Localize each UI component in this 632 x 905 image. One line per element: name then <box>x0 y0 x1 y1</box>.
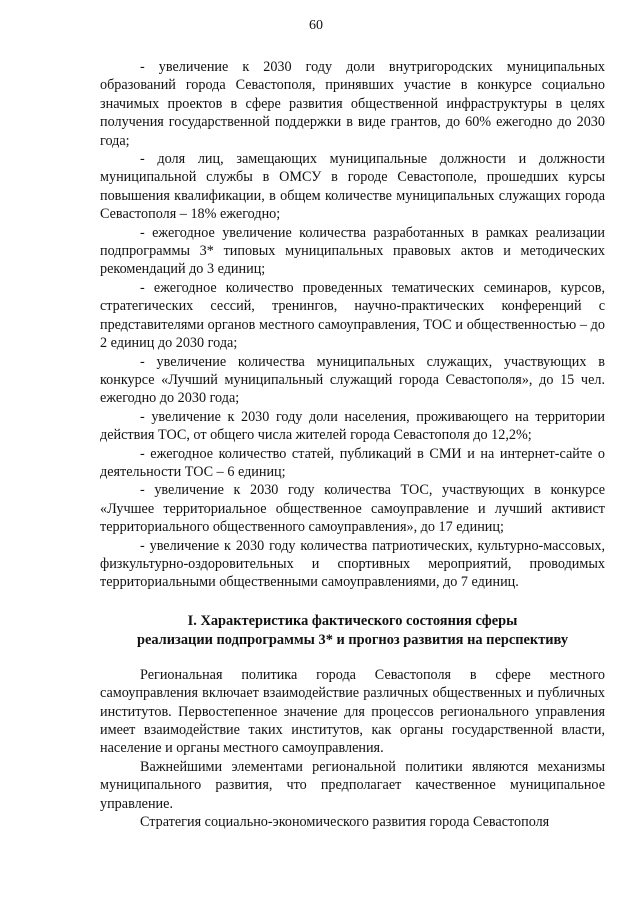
bullet-item: - ежегодное количество статей, публикаций в СМИ и на интернет-сайте о деятельности ТОС – 6 единиц; <box>100 445 605 480</box>
bullet-item: - увеличение количества муниципальных служащих, участвующих в конкурсе «Лучший муниципальный служащий города Севастополя», до 15 чел. ежегодно до 2030 года; <box>100 353 605 407</box>
bullet-item: - ежегодное увеличение количества разработанных в рамках реализации подпрограммы 3* типовых муниципальных правовых актов и методических рекомендаций до 3 единиц; <box>100 224 605 278</box>
bullet-item: - увеличение к 2030 году доли населения, проживающего на территории действия ТОС, от общего числа жителей города Севастополя до 12,2%; <box>100 408 605 444</box>
body-paragraph: Региональная политика города Севастополя в сфере местного самоуправления включает взаимодействие различных общественных и публичных институтов. Первостепенное значение для процессов регионального управления имеет взаимодействие таких институтов, как органы государственной власти, население и органы местного самоуправления. <box>100 666 605 757</box>
body-paragraph: Стратегия социально-экономического развития города Севастополя <box>140 814 550 831</box>
body-paragraph: Важнейшими элементами региональной политики являются механизмы муниципального развития, что предполагает качественное муниципальное управление. <box>100 758 605 812</box>
bullet-item: - увеличение к 2030 году доли внутригородских муниципальных образований города Севастополя, принявших участие в конкурсе социально значимых проектов в сфере развития общественной инфраструктуры в целях получения государственной поддержки в виде грантов, до 60% ежегодно до 2030 года; <box>100 59 605 149</box>
bullet-item: - увеличение к 2030 году количества патриотических, культурно-массовых, физкультурно-оздоровительных и спортивных мероприятий, проводимых территориальными общественными самоуправлениями, до 7 единиц. <box>100 537 605 591</box>
page-number: 60 <box>309 18 323 33</box>
section-heading-line-1: I. Характеристика фактического состояния сферы <box>187 612 518 629</box>
section-heading <box>100 612 605 650</box>
bullet-item: - доля лиц, замещающих муниципальные должности и должности муниципальной службы в ОМСУ в городе Севастополе, прошедших курсы повышения квалификации, в общем количестве муниципальных служащих города Севастополя – 18% ежегодно; <box>100 151 605 223</box>
bullet-item: - ежегодное количество проведенных тематических семинаров, курсов, стратегических сессий, тренингов, научно-практических конференций с представителями органов местного самоуправления, ТОС и общественностью – до 2 единиц до 2030 года; <box>100 279 605 352</box>
page-content <box>100 58 605 831</box>
bullet-item: - увеличение к 2030 году количества ТОС, участвующих в конкурсе «Лучшее территориальное общественное самоуправление и лучший активист территориального общественного самоуправления», до 17 единиц; <box>100 482 605 536</box>
section-heading-line-2: реализации подпрограммы 3* и прогноз развития на перспективу <box>136 631 569 648</box>
